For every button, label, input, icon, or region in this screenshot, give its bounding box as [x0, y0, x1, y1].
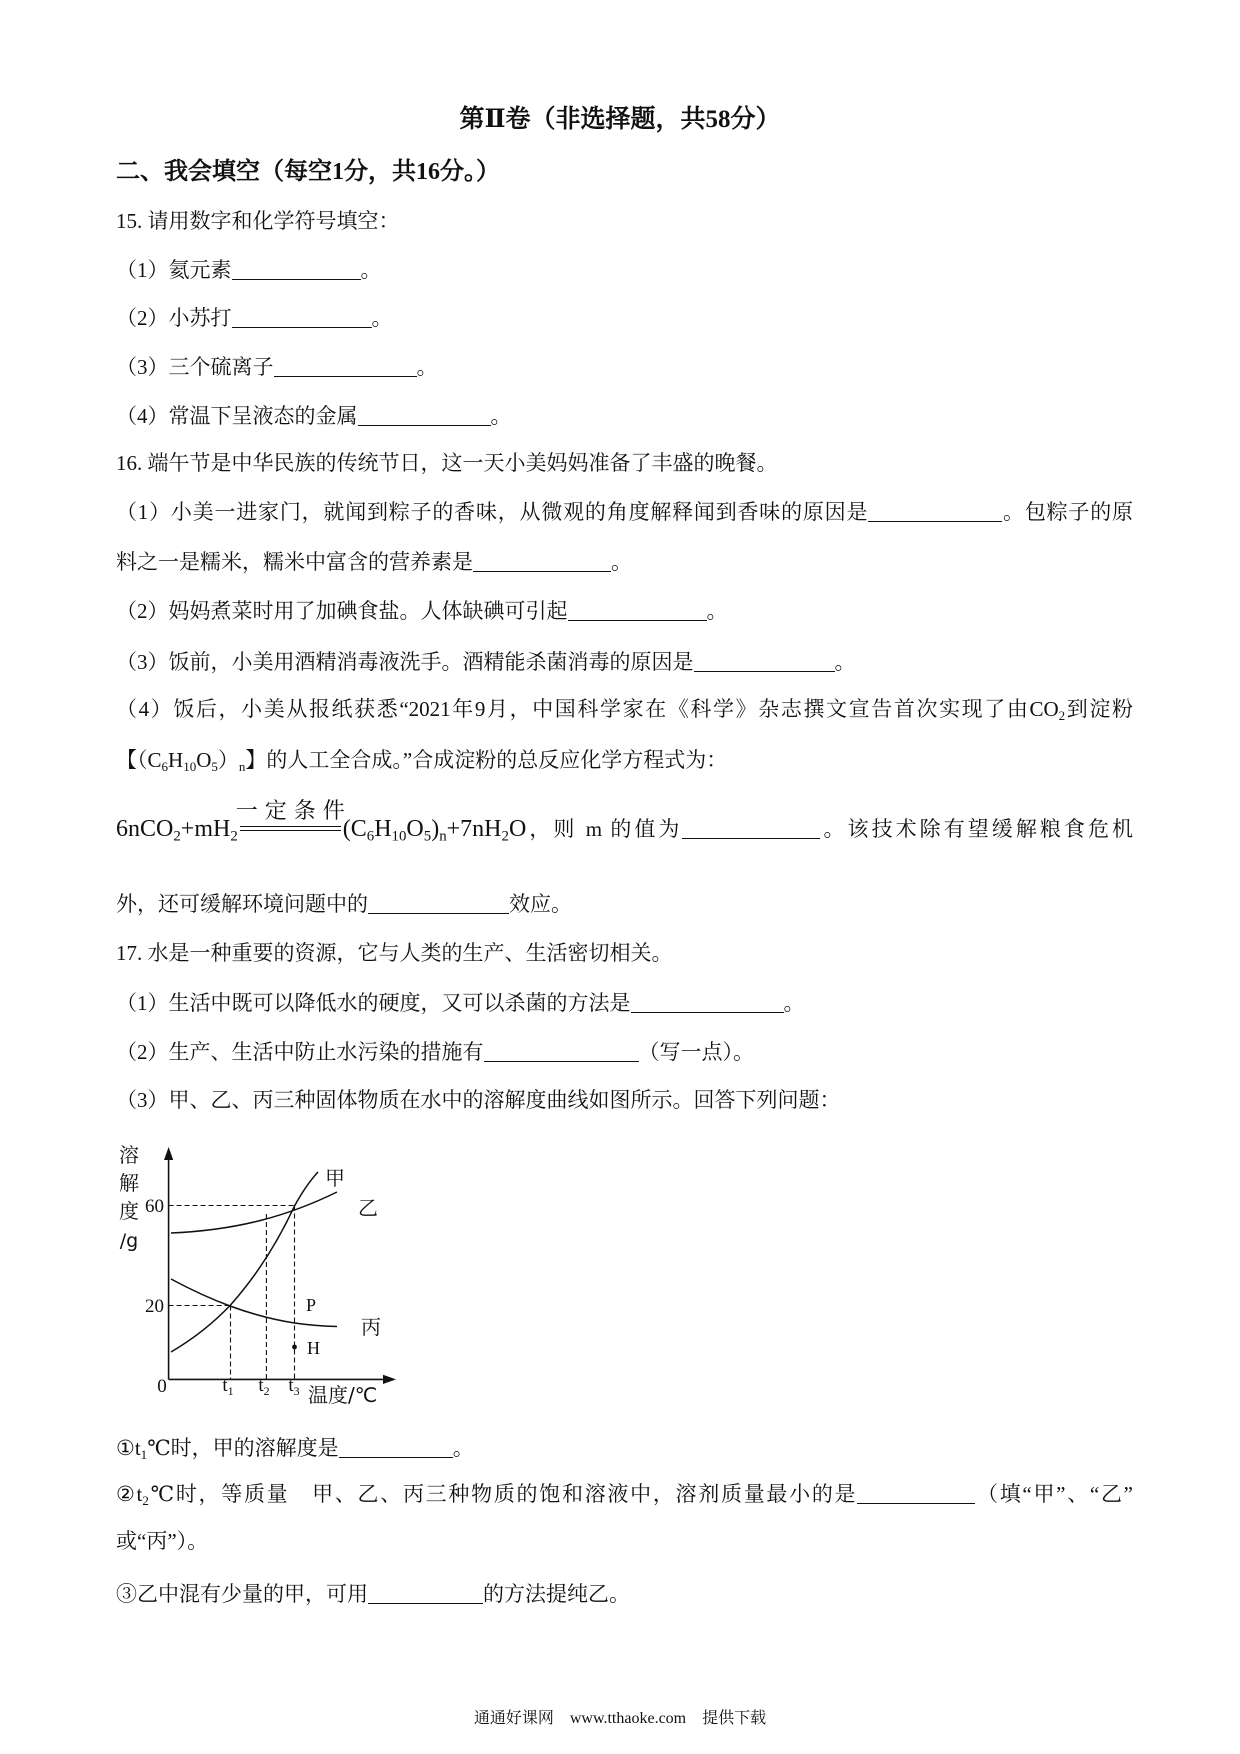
- item-text: 。: [783, 991, 805, 1015]
- formula-text: (C: [342, 816, 367, 842]
- formula-text: +mH: [180, 816, 231, 842]
- x-tick-t1: [222, 1375, 233, 1398]
- curve-yi: [171, 1192, 337, 1233]
- subscript: n: [238, 758, 246, 774]
- curve-jia: [171, 1172, 318, 1352]
- subscript: 2: [1058, 707, 1066, 723]
- question-17-sub-1: [116, 1434, 474, 1462]
- page-footer: 通通好课网 www.tthaoke.com 提供下载: [473, 1710, 767, 1727]
- x-tick-base: t: [222, 1375, 228, 1396]
- series-label-yi: 乙: [358, 1196, 378, 1220]
- x-tick-t2: [258, 1375, 269, 1398]
- formula-text: ): [431, 816, 440, 842]
- item-text: 。: [706, 599, 728, 623]
- formula-text: ）: [217, 748, 239, 772]
- formula-text: O: [196, 748, 212, 772]
- item-text: 。: [834, 650, 856, 674]
- axes: [164, 1147, 396, 1384]
- subscript: 5: [211, 758, 218, 774]
- question-17-stem: 17. 水是一种重要的资源，它与人类的生产、生活密切相关。: [116, 941, 673, 965]
- item-text: 。: [611, 550, 632, 574]
- question-16-item-4-line-4: [116, 890, 572, 918]
- answer-blank: [368, 1584, 483, 1604]
- reaction-condition: [235, 798, 345, 836]
- x-axis-arrow: [383, 1375, 396, 1384]
- question-16-item-3: [116, 648, 856, 676]
- item-text: （3）三个硫离子: [116, 355, 274, 379]
- item-text: ②t: [116, 1482, 143, 1506]
- answer-blank: [358, 406, 491, 426]
- equals-double-line: [240, 826, 341, 831]
- question-15-stem: 15. 请用数字和化学符号填空：: [116, 209, 400, 233]
- answer-blank: [473, 552, 611, 572]
- answer-blank: [232, 308, 372, 328]
- item-text: 。包粽子的原: [1002, 500, 1134, 524]
- x-tick-base: t: [288, 1375, 294, 1396]
- formula-text: H: [168, 748, 184, 772]
- formula-text: H: [374, 816, 392, 842]
- item-text: ℃时，甲的溶解度是: [147, 1436, 339, 1460]
- origin-label: 0: [157, 1376, 167, 1397]
- subscript: 10: [183, 758, 197, 774]
- question-16-item-2: [116, 597, 728, 625]
- answer-blank: [694, 652, 835, 672]
- point-label-p: P: [306, 1295, 317, 1315]
- item-text: ①t: [116, 1436, 141, 1460]
- item-text: （3）饭前，小美用酒精消毒液洗手。酒精能杀菌消毒的原因是: [116, 650, 694, 674]
- item-text: ③乙中混有少量的甲，可用: [116, 1582, 368, 1606]
- answer-blank: [274, 357, 417, 377]
- answer-blank: [857, 1484, 975, 1504]
- item-text: 。: [416, 355, 438, 379]
- series-label-jia: 甲: [325, 1166, 345, 1190]
- item-text: 。: [452, 1436, 474, 1460]
- subscript: 2: [501, 828, 509, 845]
- x-tick-subscript: 2: [263, 1384, 270, 1398]
- answer-blank: [339, 1438, 453, 1458]
- answer-blank: [568, 601, 707, 621]
- item-text: 料之一是糯米，糯米中富含的营养素是: [116, 550, 473, 574]
- question-15-item-1: [116, 256, 382, 284]
- item-text: （写一点）。: [638, 1040, 754, 1064]
- answer-blank: [368, 894, 509, 914]
- subscript: 2: [142, 1492, 149, 1508]
- question-16-stem: 16. 端午节是中华民族的传统节日，这一天小美妈妈准备了丰盛的晚餐。: [116, 451, 778, 475]
- item-text: 。: [371, 306, 393, 330]
- series-label-bing: 丙: [361, 1315, 381, 1339]
- condition-label: 一定条件: [235, 798, 345, 823]
- x-axis-label: 温度/℃: [308, 1383, 378, 1407]
- item-text: 。: [490, 404, 512, 428]
- y-axis-label-char-1: 溶: [119, 1143, 139, 1167]
- subscript: 6: [366, 828, 375, 845]
- subscript: 6: [161, 758, 169, 774]
- question-15-item-3: [116, 353, 438, 381]
- answer-blank: [868, 502, 1002, 522]
- question-17-item-1: [116, 989, 805, 1017]
- item-text: 】的人工全合成。”合成淀粉的总反应化学方程式为：: [245, 748, 728, 772]
- item-text: ，则 m 的值为: [526, 817, 683, 841]
- question-17-item-3: （3）甲、乙、丙三种固体物质在水中的溶解度曲线如图所示。回答下列问题：: [116, 1088, 841, 1112]
- item-text: 外，还可缓解环境问题中的: [116, 892, 368, 916]
- question-15-item-4: [116, 402, 512, 430]
- question-16-item-1-line-2: [116, 548, 632, 576]
- item-text: （2）小苏打: [116, 306, 232, 330]
- question-17-sub-2-line-1: [116, 1480, 1133, 1508]
- subscript: n: [439, 828, 447, 845]
- formula-text: O: [406, 816, 424, 842]
- x-tick-subscript: 1: [227, 1384, 234, 1398]
- item-text: 到淀粉: [1065, 697, 1134, 721]
- y-axis-arrow: [164, 1147, 173, 1160]
- item-text: （4）常温下呈液态的金属: [116, 404, 358, 428]
- item-text: （4）饭后，小美从报纸获悉“2021年9月，中国科学家在《科学》杂志撰文宣告首次实现了由CO: [116, 697, 1059, 721]
- question-17-item-2: [116, 1038, 754, 1066]
- item-text: （2）妈妈煮菜时用了加碘食盐。人体缺碘可引起: [116, 599, 568, 623]
- y-axis-label-unit: /g: [119, 1230, 139, 1252]
- question-16-item-4-line-1: [116, 695, 1133, 723]
- paper-part-title: 第Ⅱ卷（非选择题，共58分）: [459, 106, 781, 133]
- question-17-sub-2-line-2: 或“丙”）。: [116, 1529, 209, 1553]
- answer-blank: [232, 260, 361, 280]
- subscript: 2: [230, 828, 238, 845]
- item-text: 的方法提纯乙。: [483, 1582, 630, 1606]
- question-17-sub-3: [116, 1580, 630, 1608]
- curves: [171, 1172, 337, 1352]
- formula-text: O: [508, 816, 527, 842]
- equation-reactants: [116, 816, 238, 845]
- item-text: （1）生活中既可以降低水的硬度，又可以杀菌的方法是: [116, 991, 631, 1015]
- subscript: 2: [173, 828, 181, 845]
- y-axis-label-char-2: 解: [119, 1171, 139, 1195]
- y-axis-label-char-3: 度: [119, 1199, 139, 1223]
- item-text: （2）生产、生活中防止水污染的措施有: [116, 1040, 484, 1064]
- question-16-equation-line: [116, 798, 1133, 846]
- item-text: （1）氦元素: [116, 258, 232, 282]
- x-tick-subscript: 3: [293, 1384, 300, 1398]
- formula-text: 【（C: [116, 748, 162, 772]
- formula-text: 6nCO: [116, 816, 174, 842]
- question-16-item-1-line-1: [116, 498, 1133, 526]
- item-text: 。: [360, 258, 382, 282]
- solubility-curve-chart: [110, 1135, 410, 1420]
- answer-blank: [631, 993, 784, 1013]
- section-heading: 二、我会填空（每空1分，共16分。）: [116, 159, 500, 185]
- question-16-item-4-line-2: [116, 746, 727, 774]
- answer-blank: [484, 1042, 639, 1062]
- subscript: 1: [140, 1446, 148, 1462]
- answer-blank: [682, 819, 820, 839]
- item-text: （填“甲”、“乙”: [975, 1482, 1133, 1506]
- question-15-item-2: [116, 304, 393, 332]
- formula-text: +7nH: [446, 816, 502, 842]
- item-text: 效应。: [509, 892, 572, 916]
- y-tick-20: 20: [145, 1296, 164, 1317]
- item-text: 。该技术除有望缓解粮食危机: [820, 817, 1133, 841]
- item-text: ℃时，等质量 甲、乙、丙三种物质的饱和溶液中，溶剂质量最小的是: [148, 1482, 858, 1506]
- item-text: （1）小美一进家门，就闻到粽子的香味，从微观的角度解释闻到香味的原因是: [116, 500, 869, 524]
- subscript: 10: [391, 828, 407, 845]
- subscript: 5: [423, 828, 432, 845]
- x-tick-base: t: [258, 1375, 264, 1396]
- y-tick-60: 60: [145, 1196, 164, 1217]
- point-label-h: H: [307, 1338, 320, 1358]
- point-h-dot: [292, 1345, 297, 1350]
- equation-products: [342, 816, 527, 845]
